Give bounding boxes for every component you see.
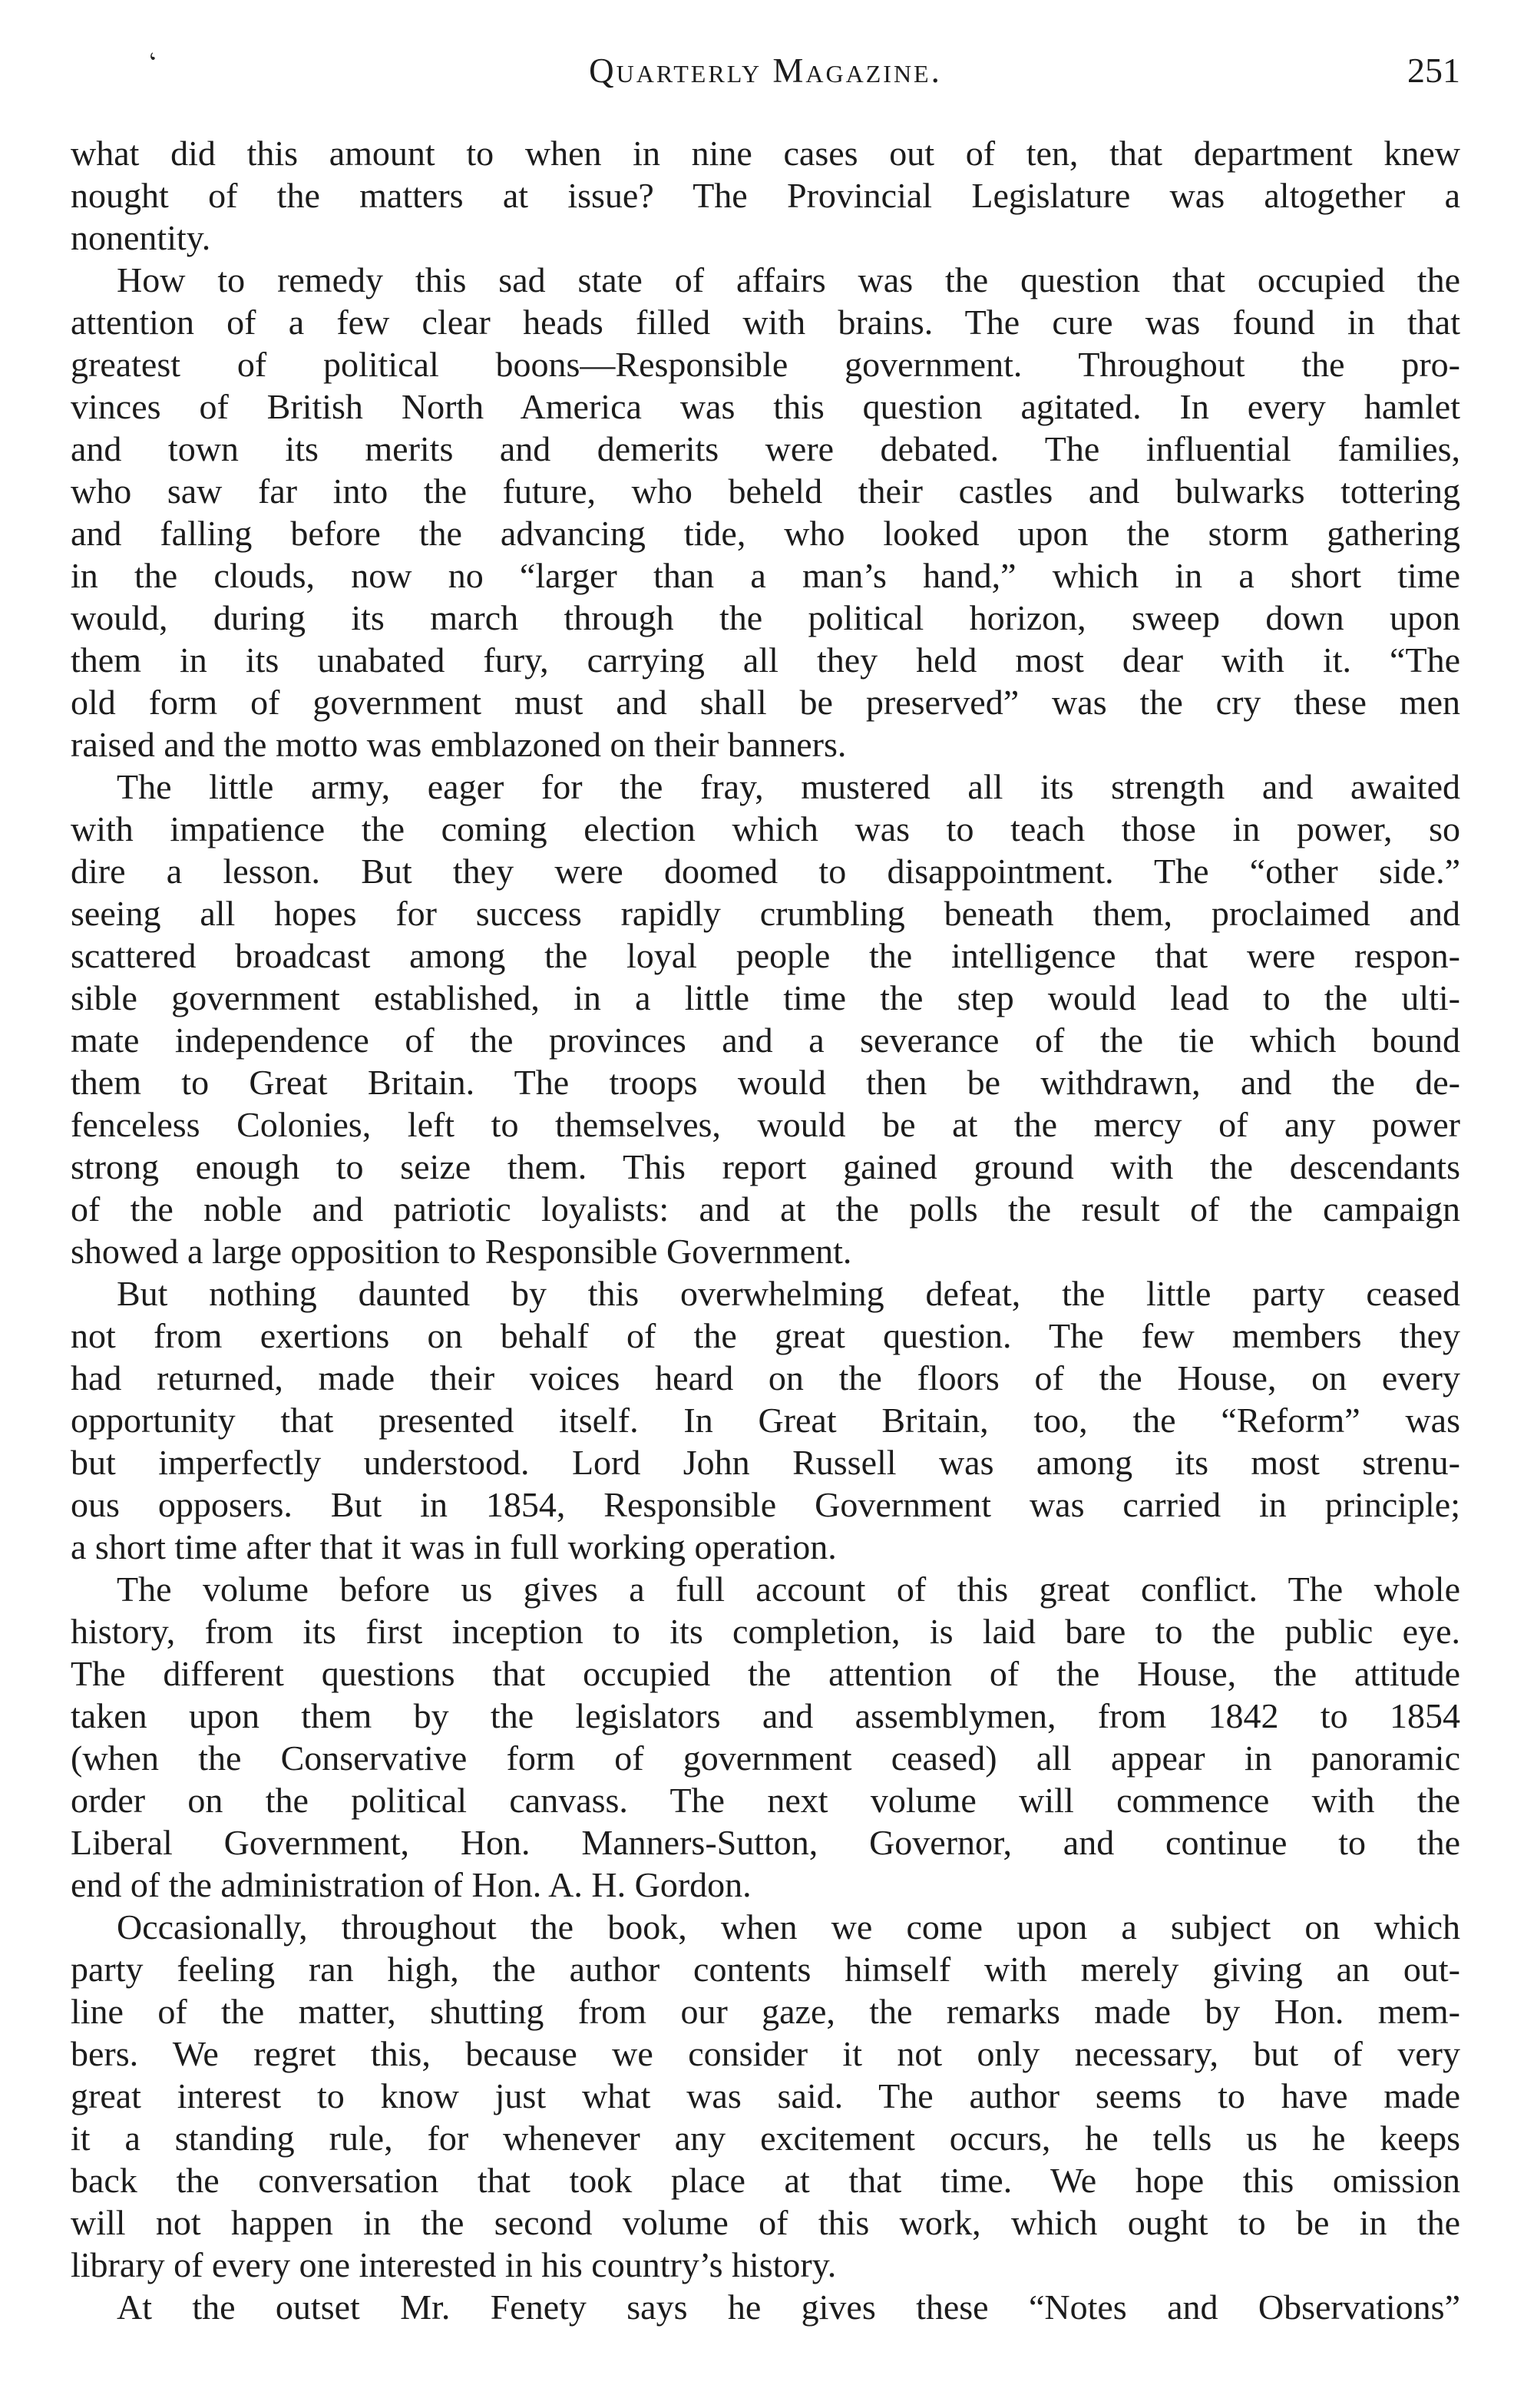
text-line: raised and the motto was emblazoned on their banners. <box>71 725 847 764</box>
running-title: Quarterly Magazine. <box>589 51 942 90</box>
text-line: ous opposers. But in 1854, Responsible Government was carried in principle; <box>71 1485 1460 1524</box>
text-line: history, from its first inception to its completion, is laid bare to the public eye. <box>71 1612 1460 1651</box>
text-line: order on the political canvass. The next volume will commence with the <box>71 1781 1460 1820</box>
text-line: a short time after that it was in full working operation. <box>71 1527 837 1566</box>
text-line: had returned, made their voices heard on the floors of the House, on every <box>71 1358 1460 1398</box>
text-line: and town its merits and demerits were debated. The influential families, <box>71 429 1460 468</box>
magazine-page <box>71 45 1460 2390</box>
text-line: who saw far into the future, who beheld their castles and bulwarks tottering <box>71 471 1460 511</box>
page-number: 251 <box>1407 51 1460 90</box>
text-line: taken upon them by the legislators and assemblymen, from 1842 to 1854 <box>71 1696 1460 1735</box>
text-line: party feeling ran high, the author contents himself with merely giving an out- <box>71 1950 1460 1989</box>
text-line: But nothing daunted by this overwhelming defeat, the little party ceased <box>117 1274 1460 1313</box>
text-line: with impatience the coming election which was to teach those in power, so <box>71 809 1460 848</box>
text-line: will not happen in the second volume of this work, which ought to be in the <box>71 2203 1460 2242</box>
text-line: dire a lesson. But they were doomed to disappointment. The “other side.” <box>71 852 1460 891</box>
text-line: them to Great Britain. The troops would then be withdrawn, and the de- <box>71 1063 1460 1102</box>
text-line: mate independence of the provinces and a severance of the tie which bound <box>71 1020 1460 1060</box>
text-line: nonentity. <box>71 218 211 257</box>
text-line: greatest of political boons—Responsible government. Throughout the pro- <box>71 345 1460 384</box>
text-line: bers. We regret this, because we consider it not only necessary, but of very <box>71 2034 1460 2073</box>
text-line: but imperfectly understood. Lord John Russell was among its most strenu- <box>71 1443 1460 1482</box>
text-line: attention of a few clear heads filled with brains. The cure was found in that <box>71 303 1460 342</box>
text-line: fenceless Colonies, left to themselves, would be at the mercy of any power <box>71 1105 1460 1144</box>
text-line: The different questions that occupied the attention of the House, the attitude <box>71 1654 1460 1693</box>
text-line: and falling before the advancing tide, who looked upon the storm gathering <box>71 514 1460 553</box>
text-line: The little army, eager for the fray, mustered all its strength and awaited <box>117 767 1460 806</box>
text-line: in the clouds, now no “larger than a man’s hand,” which in a short time <box>71 556 1460 595</box>
text-line: strong enough to seize them. This report gained ground with the descendants <box>71 1147 1460 1186</box>
text-line: great interest to know just what was said. The author seems to have made <box>71 2076 1460 2115</box>
text-line: it a standing rule, for whenever any excitement occurs, he tells us he keeps <box>71 2119 1460 2158</box>
text-line: At the outset Mr. Fenety says he gives these “Notes and Observations” <box>117 2287 1460 2327</box>
text-line: back the conversation that took place at that time. We hope this omission <box>71 2161 1460 2200</box>
text-line: vinces of British North America was this question agitated. In every hamlet <box>71 387 1460 426</box>
text-line: seeing all hopes for success rapidly crumbling beneath them, proclaimed and <box>71 894 1460 933</box>
text-line: opportunity that presented itself. In Great Britain, too, the “Reform” was <box>71 1401 1460 1440</box>
text-line: How to remedy this sad state of affairs was the question that occupied the <box>117 260 1460 299</box>
text-line: library of every one interested in his country’s history. <box>71 2245 837 2284</box>
running-head <box>71 45 1460 101</box>
text-line: end of the administration of Hon. A. H. Gordon. <box>71 1865 752 1904</box>
text-line: Occasionally, throughout the book, when we come upon a subject on which <box>117 1907 1460 1947</box>
text-line: old form of government must and shall be preserved” was the cry these men <box>71 683 1460 722</box>
text-line: of the noble and patriotic loyalists: and at the polls the result of the campaign <box>71 1189 1460 1229</box>
text-line: The volume before us gives a full account of this great conflict. The whole <box>117 1570 1460 1609</box>
text-line: line of the matter, shutting from our gaze, the remarks made by Hon. mem- <box>71 1992 1460 2031</box>
text-line: Liberal Government, Hon. Manners-Sutton, Governor, and continue to the <box>71 1823 1460 1862</box>
text-line: what did this amount to when in nine cases out of ten, that department knew <box>71 134 1460 173</box>
text-line: not from exertions on behalf of the great question. The few members they <box>71 1316 1460 1355</box>
text-line: showed a large opposition to Responsible Government. <box>71 1232 852 1271</box>
text-line: nought of the matters at issue? The Provincial Legislature was altogether a <box>71 176 1460 215</box>
text-line: sible government established, in a little time the step would lead to the ulti- <box>71 978 1460 1017</box>
article-body <box>71 132 1460 2328</box>
text-line: scattered broadcast among the loyal people the intelligence that were respon- <box>71 936 1460 975</box>
stray-ink-mark: ‘ <box>143 45 167 78</box>
text-line: them in its unabated fury, carrying all they held most dear with it. “The <box>71 640 1460 680</box>
text-line: (when the Conservative form of government ceased) all appear in panoramic <box>71 1738 1460 1778</box>
text-line: would, during its march through the political horizon, sweep down upon <box>71 598 1460 637</box>
